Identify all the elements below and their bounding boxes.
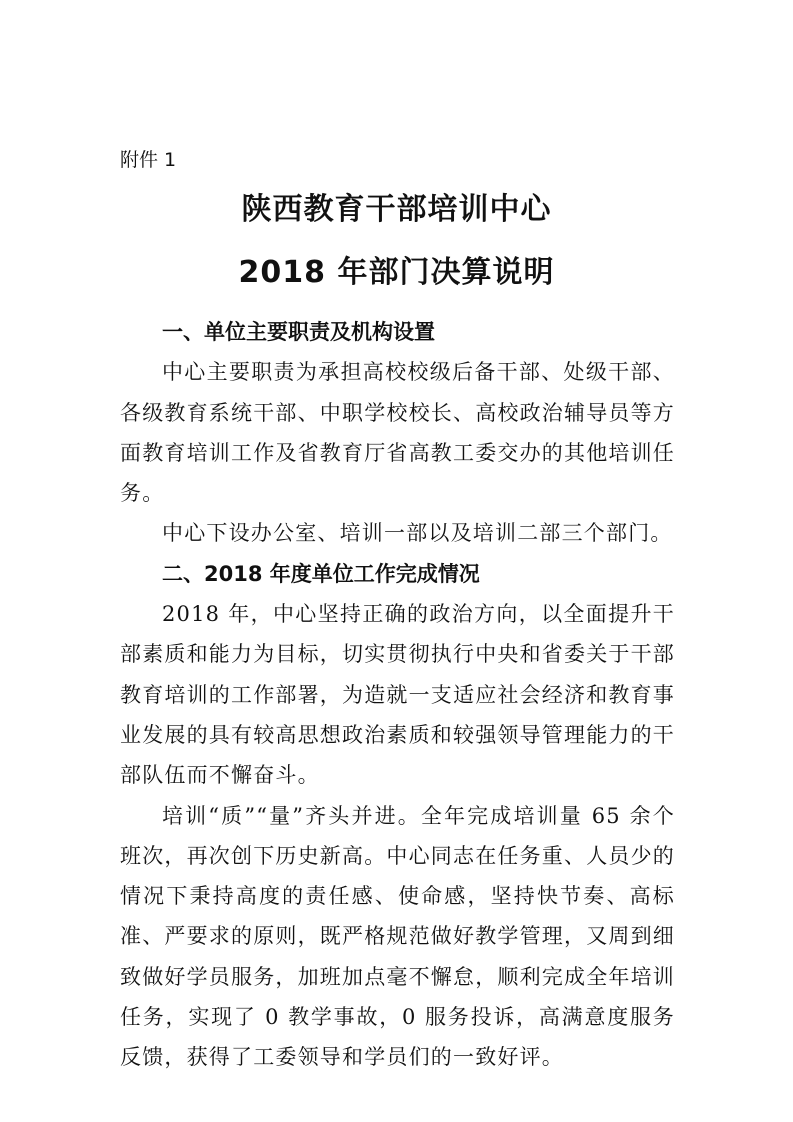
paragraph-training: 培训“质”“量”齐头并进。全年完成培训量 65 余个班次，再次创下历史新高。中心同志在任务重、人员少的情况下秉持高度的责任感、使命感，坚持快节奏、高标准、严要求的原则，既严格规范做好教学管理，又周到细致做好学员服务，加班加点毫不懈怠，顺利完成全年培训任务，实现了 0 教学事故，0 服务投诉，高满意度服务反馈，获得了工委领导和学员们的一致好评。 bbox=[120, 803, 675, 1070]
paragraph-duties: 中心主要职责为承担高校校级后备干部、处级干部、各级教育系统干部、中职学校校长、高校政治辅导员等方面教育培训工作及省教育厅省高教工委交办的其他培训任务。 bbox=[120, 360, 675, 506]
section-heading-duties: 一、单位主要职责及机构设置 bbox=[162, 320, 435, 344]
document-subtitle: 2018 年部门决算说明 bbox=[238, 255, 555, 290]
document-body bbox=[120, 312, 675, 1078]
paragraph-overview: 2018 年，中心坚持正确的政治方向，以全面提升干部素质和能力为目标，切实贯彻执行中央和省委关于干部教育培训的工作部署，为造就一支适应社会经济和教育事业发展的具有较高思想政治素质和较强领导管理能力的干部队伍而不懈奋斗。 bbox=[120, 602, 675, 788]
document-title: 陕西教育干部培训中心 bbox=[241, 192, 552, 227]
section-heading-work-completion: 二、2018 年度单位工作完成情况 bbox=[162, 561, 480, 586]
attachment-label: 附件 1 bbox=[120, 149, 177, 171]
paragraph-departments: 中心下设办公室、培训一部以及培训二部三个部门。 bbox=[162, 521, 673, 546]
